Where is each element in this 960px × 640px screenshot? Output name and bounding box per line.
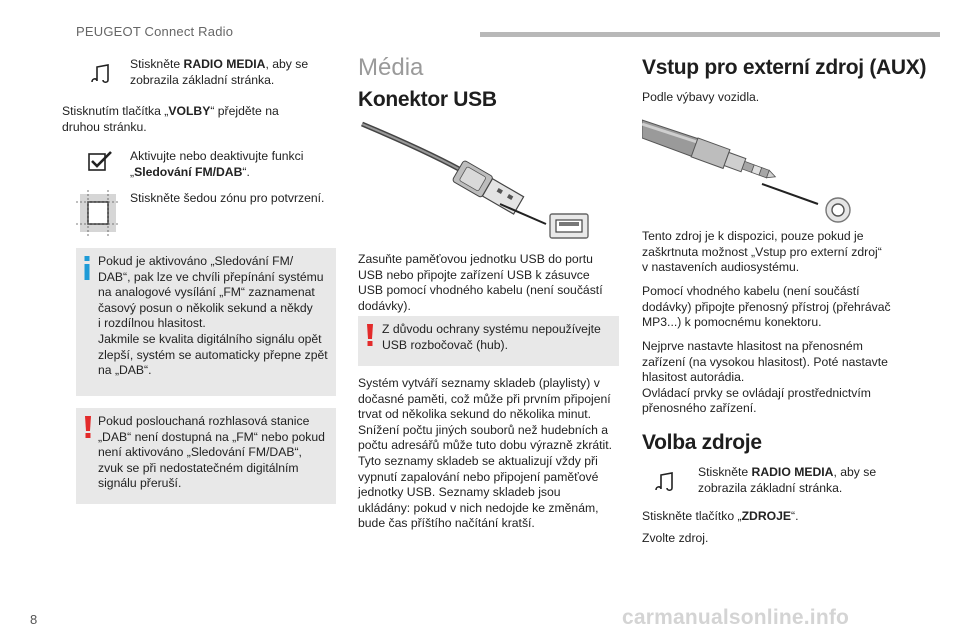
page-number: 8 xyxy=(30,612,38,627)
info-note xyxy=(76,248,336,396)
confirm-zone-icon xyxy=(76,190,120,241)
music-note-icon xyxy=(88,62,112,91)
paragraph-aux-availability: Tento zdroj je k dispozici, pouze pokud je zaškrtnuta možnost „Vstup pro externí zdroj“ v nastaveních audiosystému. xyxy=(642,229,882,275)
running-header: PEUGEOT Connect Radio xyxy=(76,24,234,39)
heading-source-select: Volba zdroje xyxy=(642,431,762,454)
info-icon xyxy=(82,256,92,285)
info-text: Pokud je aktivováno „Sledování FM/ DAB“, pak lze ve chvíli přepínání systému na analogové vysílání „FM“ zaznamenat časový posun o několik sekund a někdy i rozdílnou hlasitost. Jakmile se kvalita digitálního signálu opět zlepší, systém se automaticky přepne zpět na „DAB“. xyxy=(98,254,328,378)
section-title-media: Média xyxy=(358,54,424,81)
usb-hub-warning-note xyxy=(358,316,619,366)
watermark: carmanualsonline.info xyxy=(622,606,850,629)
warning-icon xyxy=(366,324,374,351)
paragraph-aux-cable: Pomocí vhodného kabelu (není součástí dodávky) připojte přenosný přístroj (přehrávač MP3...) k pomocnému konektoru. xyxy=(642,284,891,330)
warning-note xyxy=(76,408,336,504)
step-fm-dab: Aktivujte nebo deaktivujte funkci „Sledování FM/DAB“. xyxy=(130,149,304,179)
paragraph-sources-button: Stiskněte tlačítko „ZDROJE“. xyxy=(642,509,799,523)
paragraph-usb-insert: Zasuňte paměťovou jednotku USB do portu USB nebo připojte zařízení USB k zásuvce USB pomocí vhodného kabelu (není součástí dodávky). xyxy=(358,252,603,313)
paragraph-playlists: Systém vytváří seznamy skladeb (playlisty) v dočasné paměti, což může při prvním připojení trvat od několika sekund do několika minut. Snížení počtu jiných souborů než hudebních a počtu adresářů může tuto dobu výrazně zkrátit. Tyto seznamy skladeb se aktualizují vždy při vypnutí zapalování nebo připojení paměťové jednotky USB. Seznamy skladeb jsou ukládány: pokud v nich nedojde ke změnám, bude čas příštího načítání kratší. xyxy=(358,376,613,531)
step-radio-media-2: Stiskněte RADIO MEDIA, aby se zobrazila základní stránka. xyxy=(698,465,877,495)
usb-hub-warning-text: Z důvodu ochrany systému nepoužívejte USB rozbočovač (hub). xyxy=(382,322,601,352)
warning-text: Pokud poslouchaná rozhlasová stanice „DAB“ není dostupná na „FM“ nebo pokud není aktivováno „Sledování FM/DAB“, zvuk se při nedostatečném digitálním signálu přeruší. xyxy=(98,414,325,491)
paragraph-options: Stisknutím tlačítka „VOLBY“ přejděte na druhou stránku. xyxy=(62,104,279,134)
warning-icon xyxy=(84,416,92,443)
paragraph-choose-source: Zvolte zdroj. xyxy=(642,531,709,545)
heading-usb: Konektor USB xyxy=(358,88,497,111)
paragraph-equipment: Podle výbavy vozidla. xyxy=(642,90,760,104)
usb-plug-illustration xyxy=(360,118,596,251)
heading-aux: Vstup pro externí zdroj (AUX) xyxy=(642,56,927,79)
music-note-icon xyxy=(652,470,676,499)
aux-jack-illustration xyxy=(642,112,862,229)
paragraph-aux-volume: Nejprve nastavte hlasitost na přenosném zařízení (na vysokou hlasitost). Poté nastavte hlasitost autorádia. Ovládací prvky se ovládají prostřednictvím přenosného zařízení. xyxy=(642,339,888,416)
step-radio-media: Stiskněte RADIO MEDIA, aby se zobrazila základní stránka. xyxy=(130,57,309,87)
header-bar xyxy=(480,32,940,37)
step-confirm: Stiskněte šedou zónu pro potvrzení. xyxy=(130,191,325,205)
checkbox-icon xyxy=(88,150,114,177)
